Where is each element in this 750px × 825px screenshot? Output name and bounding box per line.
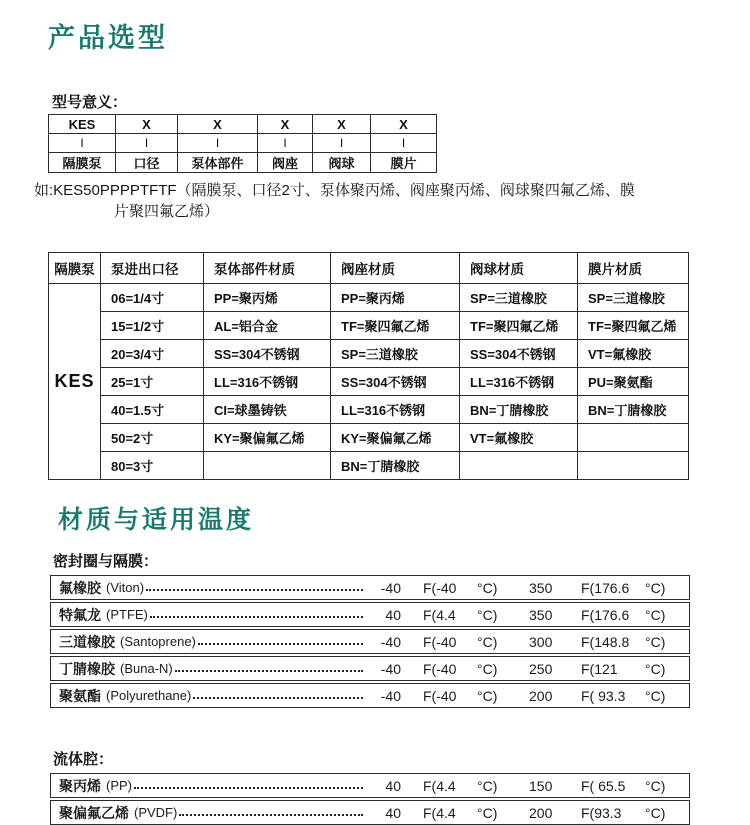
- selection-cell: LL=316不锈钢: [204, 368, 331, 396]
- material-name-en: (PTFE): [106, 607, 148, 622]
- selection-row: [49, 368, 689, 396]
- min-temp-f: -40: [380, 579, 401, 596]
- material-selection-table: [48, 252, 689, 480]
- min-temp-unit: °C): [477, 687, 498, 704]
- selection-row: [49, 340, 689, 368]
- max-temp-c: F( 65.5: [581, 777, 626, 794]
- max-temp-f: 300: [529, 633, 553, 650]
- selection-cell: SS=304不锈钢: [331, 368, 460, 396]
- max-temp-f: 200: [529, 804, 553, 821]
- material-name-en: (PVDF): [134, 805, 178, 820]
- model-code-cell: X: [258, 115, 313, 134]
- temp-row-buna-n: [50, 656, 690, 681]
- selection-header-cell: 泵进出口径: [101, 253, 204, 284]
- selection-cell: VT=氟橡胶: [578, 340, 689, 368]
- selection-row: [49, 424, 689, 452]
- model-label-row: [49, 153, 437, 173]
- selection-cell: [460, 452, 578, 480]
- model-pipe-cell: I: [178, 134, 258, 153]
- temp-row-polyurethane: [50, 683, 690, 708]
- selection-header-cell: 膜片材质: [578, 253, 689, 284]
- fluid-temperature-table: [50, 773, 690, 825]
- dot-leader: [150, 616, 363, 618]
- selection-cell: SS=304不锈钢: [460, 340, 578, 368]
- selection-cell: 25=1寸: [101, 368, 204, 396]
- max-temp-unit: °C): [645, 633, 666, 650]
- selection-cell: 40=1.5寸: [101, 396, 204, 424]
- selection-cell: SS=304不锈钢: [204, 340, 331, 368]
- selection-cell: PP=聚丙烯: [204, 284, 331, 312]
- temp-row-santoprene: [50, 629, 690, 654]
- max-temp-f: 250: [529, 660, 553, 677]
- max-temp-c: F(176.6: [581, 606, 630, 623]
- selection-header-cell: 隔膜泵: [49, 253, 101, 284]
- model-code-cell: X: [371, 115, 437, 134]
- selection-cell: 15=1/2寸: [101, 312, 204, 340]
- selection-header-cell: 阀座材质: [331, 253, 460, 284]
- max-temp-c: F(148.8: [581, 633, 630, 650]
- dot-leader: [193, 697, 363, 699]
- selection-header-cell: 阀球材质: [460, 253, 578, 284]
- selection-cell: KY=聚偏氟乙烯: [331, 424, 460, 452]
- min-temp-c: F(4.4: [423, 777, 456, 794]
- max-temp-c: F( 93.3: [581, 687, 626, 704]
- max-temp-unit: °C): [645, 606, 666, 623]
- model-label-cell: 阀球: [313, 153, 371, 173]
- section-title-materials-temperature: 材质与适用温度: [58, 506, 255, 534]
- selection-cell: CI=球墨铸铁: [204, 396, 331, 424]
- model-pipe-cell: I: [313, 134, 371, 153]
- max-temp-unit: °C): [645, 579, 666, 596]
- min-temp-c: F(-40: [423, 687, 457, 704]
- selection-row: [49, 396, 689, 424]
- min-temp-unit: °C): [477, 777, 498, 794]
- selection-row: [49, 284, 689, 312]
- model-label-cell: 泵体部件: [178, 153, 258, 173]
- model-code-cell: X: [178, 115, 258, 134]
- model-code-table: [48, 114, 437, 173]
- temp-row-viton: [50, 575, 690, 600]
- selection-cell: [204, 452, 331, 480]
- material-name-en: (Polyurethane): [106, 688, 192, 703]
- model-example-text: [34, 180, 692, 222]
- max-temp-unit: °C): [645, 660, 666, 677]
- selection-cell: TF=聚四氟乙烯: [331, 312, 460, 340]
- selection-cell: 80=3寸: [101, 452, 204, 480]
- min-temp-c: F(-40: [423, 660, 457, 677]
- model-example-line2: 片聚四氟乙烯）: [114, 203, 220, 220]
- selection-cell: 06=1/4寸: [101, 284, 204, 312]
- material-name-cn: 丁腈橡胶: [59, 660, 115, 677]
- selection-cell: BN=丁腈橡胶: [578, 396, 689, 424]
- min-temp-c: F(-40: [423, 579, 457, 596]
- material-name-en: (Viton): [106, 580, 145, 595]
- material-name-cn: 聚偏氟乙烯: [59, 804, 129, 821]
- model-code-row: [49, 115, 437, 134]
- fluid-chamber-label: 流体腔：: [53, 751, 114, 768]
- selection-cell: 50=2寸: [101, 424, 204, 452]
- temp-row-pvdf: [50, 800, 690, 825]
- selection-cell: VT=氟橡胶: [460, 424, 578, 452]
- model-pipe-cell: I: [116, 134, 178, 153]
- selection-cell: BN=丁腈橡胶: [331, 452, 460, 480]
- seal-diaphragm-label: 密封圈与隔膜：: [53, 553, 159, 570]
- material-name-cn: 特氟龙: [59, 606, 101, 623]
- selection-header-cell: 泵体部件材质: [204, 253, 331, 284]
- temp-row-ptfe: [50, 602, 690, 627]
- max-temp-unit: °C): [645, 687, 666, 704]
- material-name-cn: 氟橡胶: [59, 579, 101, 596]
- material-name-cn: 聚丙烯: [59, 777, 101, 794]
- selection-cell: TF=聚四氟乙烯: [578, 312, 689, 340]
- min-temp-unit: °C): [477, 633, 498, 650]
- model-meaning-label: 型号意义：: [52, 94, 128, 111]
- max-temp-c: F(121: [581, 660, 618, 677]
- selection-cell: AL=铝合金: [204, 312, 331, 340]
- selection-cell: PP=聚丙烯: [331, 284, 460, 312]
- selection-cell: SP=三道橡胶: [460, 284, 578, 312]
- min-temp-c: F(4.4: [423, 606, 456, 623]
- min-temp-unit: °C): [477, 579, 498, 596]
- model-code-cell: X: [313, 115, 371, 134]
- selection-cell: LL=316不锈钢: [460, 368, 578, 396]
- max-temp-c: F(176.6: [581, 579, 630, 596]
- material-name-en: (Buna-N): [120, 661, 173, 676]
- min-temp-f: 40: [385, 804, 401, 821]
- max-temp-unit: °C): [645, 777, 666, 794]
- selection-row: [49, 312, 689, 340]
- min-temp-c: F(4.4: [423, 804, 456, 821]
- selection-cell: [578, 452, 689, 480]
- selection-row: [49, 452, 689, 480]
- dot-leader: [146, 589, 363, 591]
- selection-header-row: [49, 253, 689, 284]
- max-temp-f: 350: [529, 579, 553, 596]
- temp-row-pp: [50, 773, 690, 798]
- selection-cell: LL=316不锈钢: [331, 396, 460, 424]
- min-temp-f: 40: [385, 606, 401, 623]
- material-name-en: (PP): [106, 778, 132, 793]
- dot-leader: [198, 643, 363, 645]
- page-title: 产品选型: [48, 23, 168, 53]
- dot-leader: [179, 814, 363, 816]
- max-temp-f: 150: [529, 777, 553, 794]
- selection-cell: TF=聚四氟乙烯: [460, 312, 578, 340]
- min-temp-unit: °C): [477, 804, 498, 821]
- seal-temperature-table: [50, 575, 690, 708]
- model-label-cell: 阀座: [258, 153, 313, 173]
- model-label-cell: 隔膜泵: [49, 153, 116, 173]
- min-temp-unit: °C): [477, 660, 498, 677]
- model-label-cell: 膜片: [371, 153, 437, 173]
- selection-cell: BN=丁腈橡胶: [460, 396, 578, 424]
- min-temp-c: F(-40: [423, 633, 457, 650]
- model-example-line1: 如:KES50PPPPTFTF（隔膜泵、口径2寸、泵体聚丙烯、阀座聚丙烯、阀球聚四氟乙烯、膜: [34, 182, 635, 199]
- dot-leader: [134, 787, 363, 789]
- max-temp-unit: °C): [645, 804, 666, 821]
- material-name-en: (Santoprene): [120, 634, 196, 649]
- min-temp-unit: °C): [477, 606, 498, 623]
- model-pipe-cell: I: [49, 134, 116, 153]
- selection-cell: PU=聚氨酯: [578, 368, 689, 396]
- model-code-cell: X: [116, 115, 178, 134]
- model-pipe-cell: I: [258, 134, 313, 153]
- material-name-cn: 三道橡胶: [59, 633, 115, 650]
- series-code-cell: KES: [49, 284, 101, 480]
- max-temp-f: 350: [529, 606, 553, 623]
- max-temp-c: F(93.3: [581, 804, 622, 821]
- selection-cell: SP=三道橡胶: [578, 284, 689, 312]
- model-pipe-cell: I: [371, 134, 437, 153]
- selection-cell: 20=3/4寸: [101, 340, 204, 368]
- selection-cell: [578, 424, 689, 452]
- min-temp-f: -40: [380, 687, 401, 704]
- selection-cell: KY=聚偏氟乙烯: [204, 424, 331, 452]
- material-name-cn: 聚氨酯: [59, 687, 101, 704]
- selection-cell: SP=三道橡胶: [331, 340, 460, 368]
- model-label-cell: 口径: [116, 153, 178, 173]
- model-pipe-row: [49, 134, 437, 153]
- min-temp-f: -40: [380, 660, 401, 677]
- min-temp-f: -40: [380, 633, 401, 650]
- dot-leader: [175, 670, 363, 672]
- min-temp-f: 40: [385, 777, 401, 794]
- model-code-cell: KES: [49, 115, 116, 134]
- max-temp-f: 200: [529, 687, 553, 704]
